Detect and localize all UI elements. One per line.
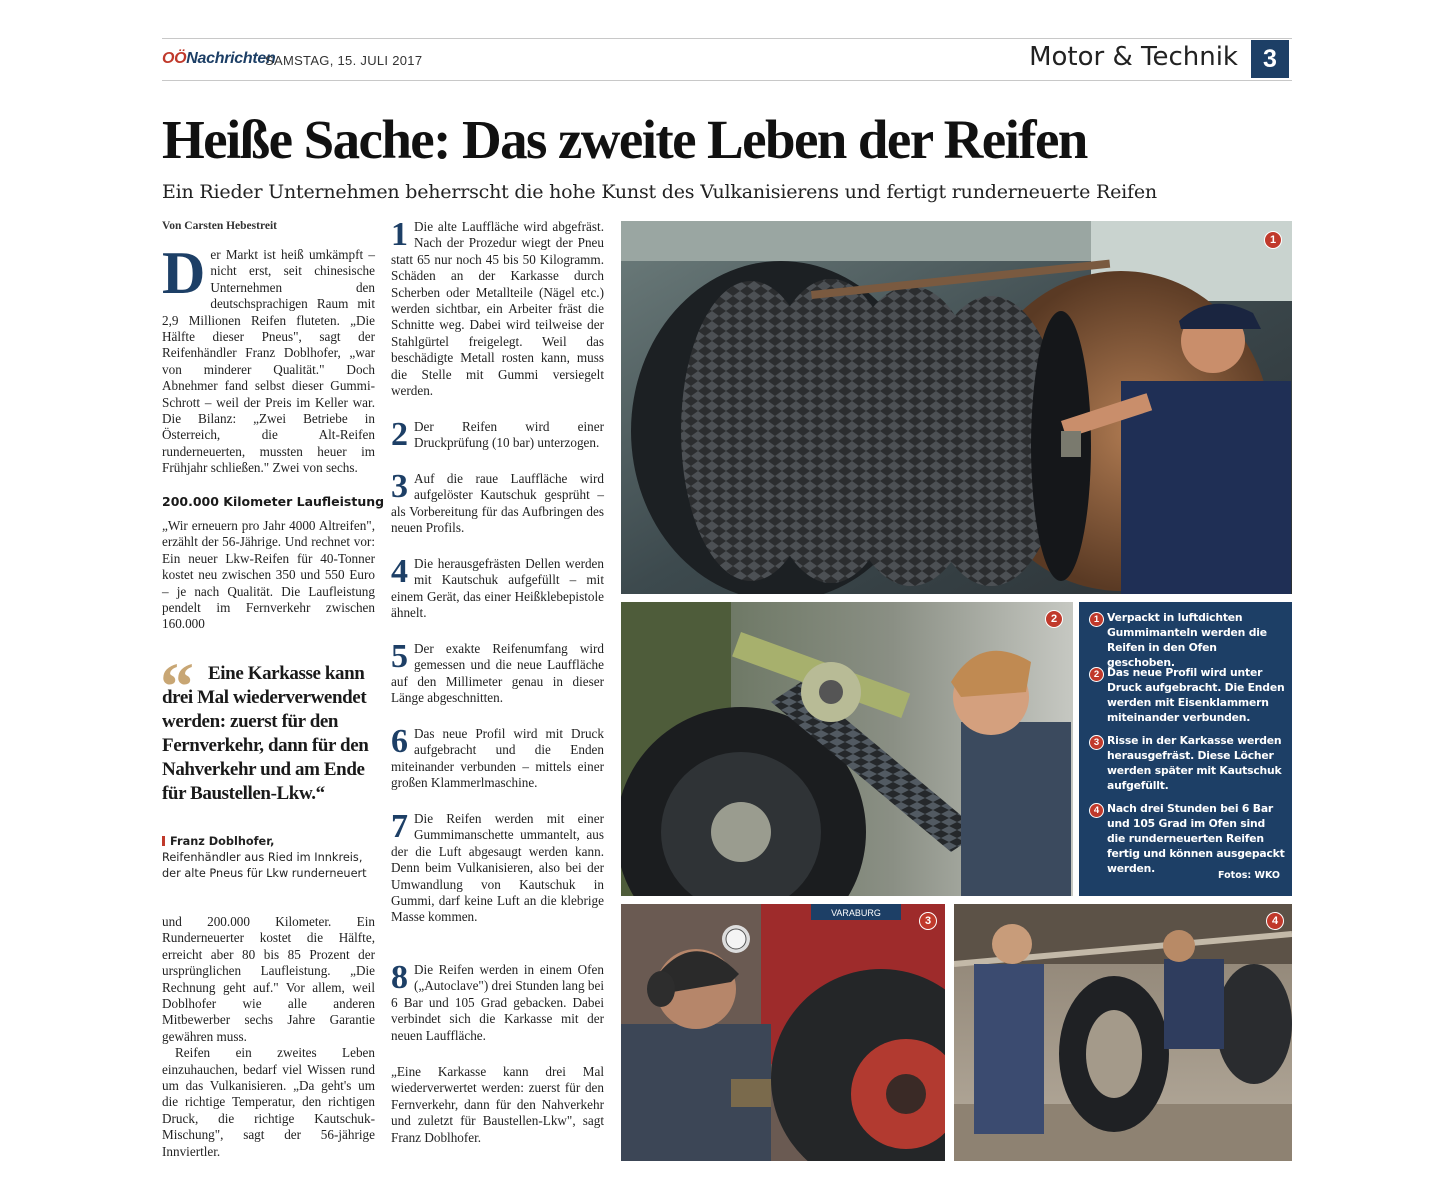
photo-captions-box: [1079, 602, 1292, 896]
newspaper-logo[interactable]: [162, 50, 275, 68]
drop-cap: D: [162, 240, 206, 306]
photo-profile-machine[interactable]: [621, 602, 1073, 896]
pull-quote: [162, 662, 377, 806]
attribution-bar: [162, 836, 165, 846]
photo-autoclave[interactable]: [621, 221, 1292, 594]
intro-paragraph: [162, 240, 375, 477]
byline: Von Carsten Hebestreit: [162, 220, 277, 232]
quote-author-name: Franz Doblhofer,: [170, 835, 275, 848]
step-1: [391, 216, 604, 399]
step-3: [391, 468, 604, 537]
photo-credit: Fotos: WKO: [1218, 870, 1280, 881]
photo-profile-machine-image: [621, 602, 1073, 896]
step-text: Der exakte Reifenumfang wird gemessen und die neue Lauffläche auf den Millimeter genau in dieser Länge abgeschnitten.: [391, 641, 604, 706]
step-2: [391, 416, 604, 453]
machine-label: VARABURG: [831, 908, 881, 918]
paragraph-2: „Wir erneuern pro Jahr 4000 Altreifen", erzählt der 56-Jährige. Und rechnet vor: Ein neuer Lkw-Reifen für 40-Tonner kostet neu zwischen 350 und 550 Euro – je nach Qualität. Die Laufleistung pendelt im Fernverkehr zwischen 160.000: [162, 518, 375, 632]
paragraph-3-4: [162, 914, 375, 1160]
step-7: [391, 808, 604, 926]
article-headline: Heiße Sache: Das zweite Leben der Reifen: [162, 109, 1087, 170]
step-number: 6: [391, 723, 408, 760]
photo-badge-3: 3: [919, 912, 937, 930]
article-subheadline: Ein Rieder Unternehmen beherrscht die hohe Kunst des Vulkanisierens und fertigt runderneuerte Reifen: [162, 181, 1157, 203]
logo-main: Nachrichten: [186, 50, 276, 67]
caption-number-2: 2: [1089, 667, 1104, 682]
logo-prefix: OÖ: [162, 50, 187, 67]
photo-badge-4: 4: [1266, 912, 1284, 930]
photo-grinding-image: [621, 904, 945, 1161]
photo-grinding[interactable]: [621, 904, 945, 1161]
pull-quote-text: Eine Karkasse kann drei Mal wiederverwendet werden: zuerst für den Fernverkehr, dann für den Nahverkehr und am Ende für Baustellen-Lkw.“: [162, 663, 369, 804]
step-6: [391, 723, 604, 792]
intro-text: er Markt ist heiß umkämpft – nicht erst, seit chinesische Unternehmen den deutschsprachigen Raum mit 2,9 Millionen Reifen fluteten. „Die Hälfte dieser Pneus", sagt der Reifenhändler Franz Doblhofer, „war von minderer Qualität." Doch Abnehmer fand selbst dieser Gummi-Schrott – weil der Preis im Keller war. Die Bilanz: „Zwei Betriebe in Österreich, die Alt-Reifen runderneuerten, mussten heuer im Frühjahr schließen." Zwei von sechs.: [162, 247, 375, 476]
closing-paragraph: „Eine Karkasse kann drei Mal wiederverwertet werden: zuerst für den Fernverkehr, dann für den Nahverkehr und zuletzt für Baustellen-Lkw", sagt Franz Doblhofer.: [391, 1064, 604, 1145]
step-text: Das neue Profil wird mit Druck aufgebracht und die Enden miteinander verbunden – mittels einer großen Klammerlmaschine.: [391, 726, 604, 791]
step-text: Der Reifen wird einer Druckprüfung (10 bar) unterzogen.: [414, 419, 604, 451]
step-number: 3: [391, 468, 408, 505]
quote-attribution: [162, 834, 377, 882]
step-text: Auf die raue Lauffläche wird aufgelöster Kautschuk gesprüht – als Vorbereitung für das Aufbringen des neuen Profils.: [391, 471, 604, 536]
step-number: 7: [391, 808, 408, 845]
quote-author-desc: Reifenhändler aus Ried im Innkreis, der alte Pneus für Lkw runderneuert: [162, 851, 367, 880]
caption-number-3: 3: [1089, 735, 1104, 750]
step-text: Die herausgefrästen Dellen werden mit Kautschuk aufgefüllt – mit einem Gerät, das einer Heißklebepistole ähnelt.: [391, 556, 604, 621]
step-text: Die alte Lauffläche wird abgefräst. Nach der Prozedur wiegt der Pneu statt 65 nur noch 45 bis 50 Kilogramm. Schäden an der Karkasse durch Scherben oder Metallteile (Nägel etc.) werden sichtbar, ein Arbeiter fräst die Schnitte weg. Dabei wird teilweise der Stahlgürtel freigelegt. Weil das beschädigte Metall rosten kann, muss die Stelle mit Gummi versiegelt werden.: [391, 219, 604, 399]
step-number: 8: [391, 959, 408, 996]
caption-4: Nach drei Stunden bei 6 Bar und 105 Grad im Ofen sind die runderneuerten Reifen fertig und können ausgepackt werden.: [1107, 802, 1285, 875]
caption-number-1: 1: [1089, 612, 1104, 627]
photo-autoclave-image: [621, 221, 1292, 594]
step-5: [391, 638, 604, 707]
step-number: 4: [391, 553, 408, 590]
quote-mark-icon: “: [160, 648, 194, 724]
caption-1: Verpackt in luftdichten Gummimanteln werden die Reifen in den Ofen geschoben.: [1107, 611, 1267, 669]
issue-date: SAMSTAG, 15. JULI 2017: [265, 53, 423, 68]
paragraph-4: Reifen ein zweites Leben einzuhauchen, bedarf viel Wissen rund um das Vulkanisieren. „Da geht's um die richtige Temperatur, den richtigen Druck, die richtige Kautschuk-Mischung", sagt der 56-jährige Innviertler.: [162, 1045, 375, 1159]
step-text: Die Reifen werden in einem Ofen („Autoclave") drei Stunden lang bei 6 Bar und 105 Grad gebacken. Dabei verbindet sich die Karkasse mit der neuen Lauffläche.: [391, 962, 604, 1043]
photo-badge-2: 2: [1045, 610, 1063, 628]
photo-unpacking-image: [954, 904, 1292, 1161]
section-subtitle: 200.000 Kilometer Laufleistung: [162, 494, 385, 509]
step-text: Die Reifen werden mit einer Gummimanschette ummantelt, aus der die Luft abgesaugt werden kann. Denn beim Vulkanisieren, also bei der Umwandlung von Kautschuk in Gummi, darf keine Luft an die klebrige Masse kommen.: [391, 811, 604, 925]
photo-unpacking[interactable]: [954, 904, 1292, 1161]
page-number: 3: [1251, 40, 1289, 78]
step-number: 1: [391, 216, 408, 253]
step-4: [391, 553, 604, 622]
caption-2: Das neue Profil wird unter Druck aufgebracht. Die Enden werden mit Eisenklammern miteinander verbunden.: [1107, 666, 1285, 724]
step-number: 2: [391, 416, 408, 453]
section-title: Motor & Technik: [1029, 42, 1238, 72]
photo-badge-1: 1: [1264, 231, 1282, 249]
step-8: [391, 959, 604, 1044]
header-bottom-rule: [162, 80, 1292, 81]
caption-number-4: 4: [1089, 803, 1104, 818]
step-number: 5: [391, 638, 408, 675]
tire-stack: [681, 279, 1091, 586]
header-top-rule: [162, 38, 1292, 39]
caption-3: Risse in der Karkasse werden herausgefräst. Diese Löcher werden später mit Kautschuk aufgefüllt.: [1107, 734, 1282, 792]
paragraph-3: und 200.000 Kilometer. Ein Runderneuerter kostet die Hälfte, erreicht aber 80 bis 85 Prozent der ursprünglichen Laufleistung. „Die Rechnung geht auf." Vor allem, weil Doblhofer wie alle anderen Mitbewerber sechs Jahre Garantie gewähren muss.: [162, 914, 375, 1044]
